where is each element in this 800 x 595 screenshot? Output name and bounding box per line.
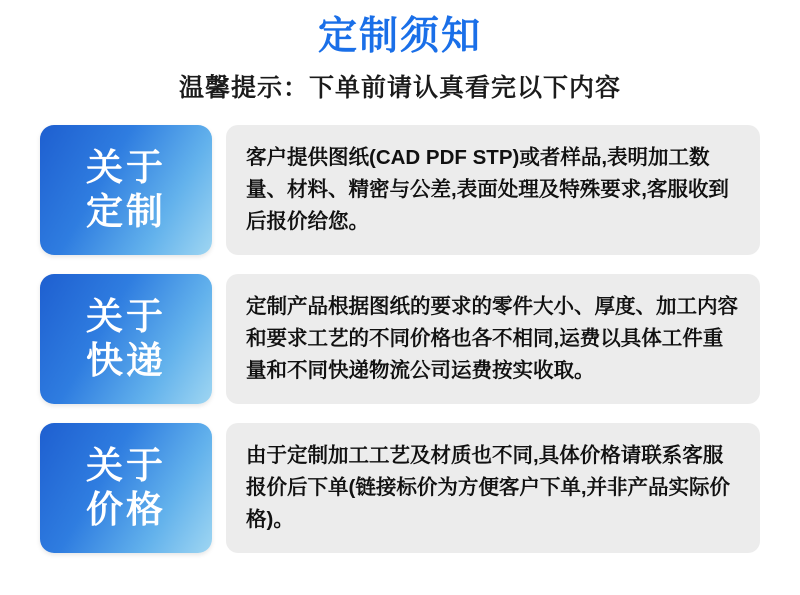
notice-row-customization: [40, 125, 760, 255]
notice-row-price: [40, 423, 760, 553]
notice-text-shipping: 定制产品根据图纸的要求的零件大小、厚度、加工内容和要求工艺的不同价格也各不相同,运费以具体工件重量和不同快递物流公司运费按实收取。: [226, 274, 760, 404]
notice-sections: [0, 125, 800, 553]
custom-order-notice-page: [0, 14, 800, 595]
notice-text-price: 由于定制加工工艺及材质也不同,具体价格请联系客服报价后下单(链接标价为方便客户下单,并非产品实际价格)。: [226, 423, 760, 553]
notice-row-shipping: [40, 274, 760, 404]
notice-text-customization: 客户提供图纸(CAD PDF STP)或者样品,表明加工数量、材料、精密与公差,表面处理及特殊要求,客服收到后报价给您。: [226, 125, 760, 255]
badge-label-line1: 关于: [86, 296, 166, 338]
page-subtitle: 温馨提示：下单前请认真看完以下内容: [178, 73, 621, 102]
badge-shipping: [40, 274, 212, 404]
badge-label-line1: 关于: [86, 147, 166, 189]
badge-label-line2: 快递: [86, 339, 166, 381]
badge-label-line1: 关于: [86, 445, 166, 487]
badge-label-line2: 价格: [86, 488, 166, 530]
page-title: 定制须知: [317, 15, 482, 58]
badge-label-line2: 定制: [86, 190, 166, 232]
badge-customization: [40, 125, 212, 255]
badge-price: [40, 423, 212, 553]
